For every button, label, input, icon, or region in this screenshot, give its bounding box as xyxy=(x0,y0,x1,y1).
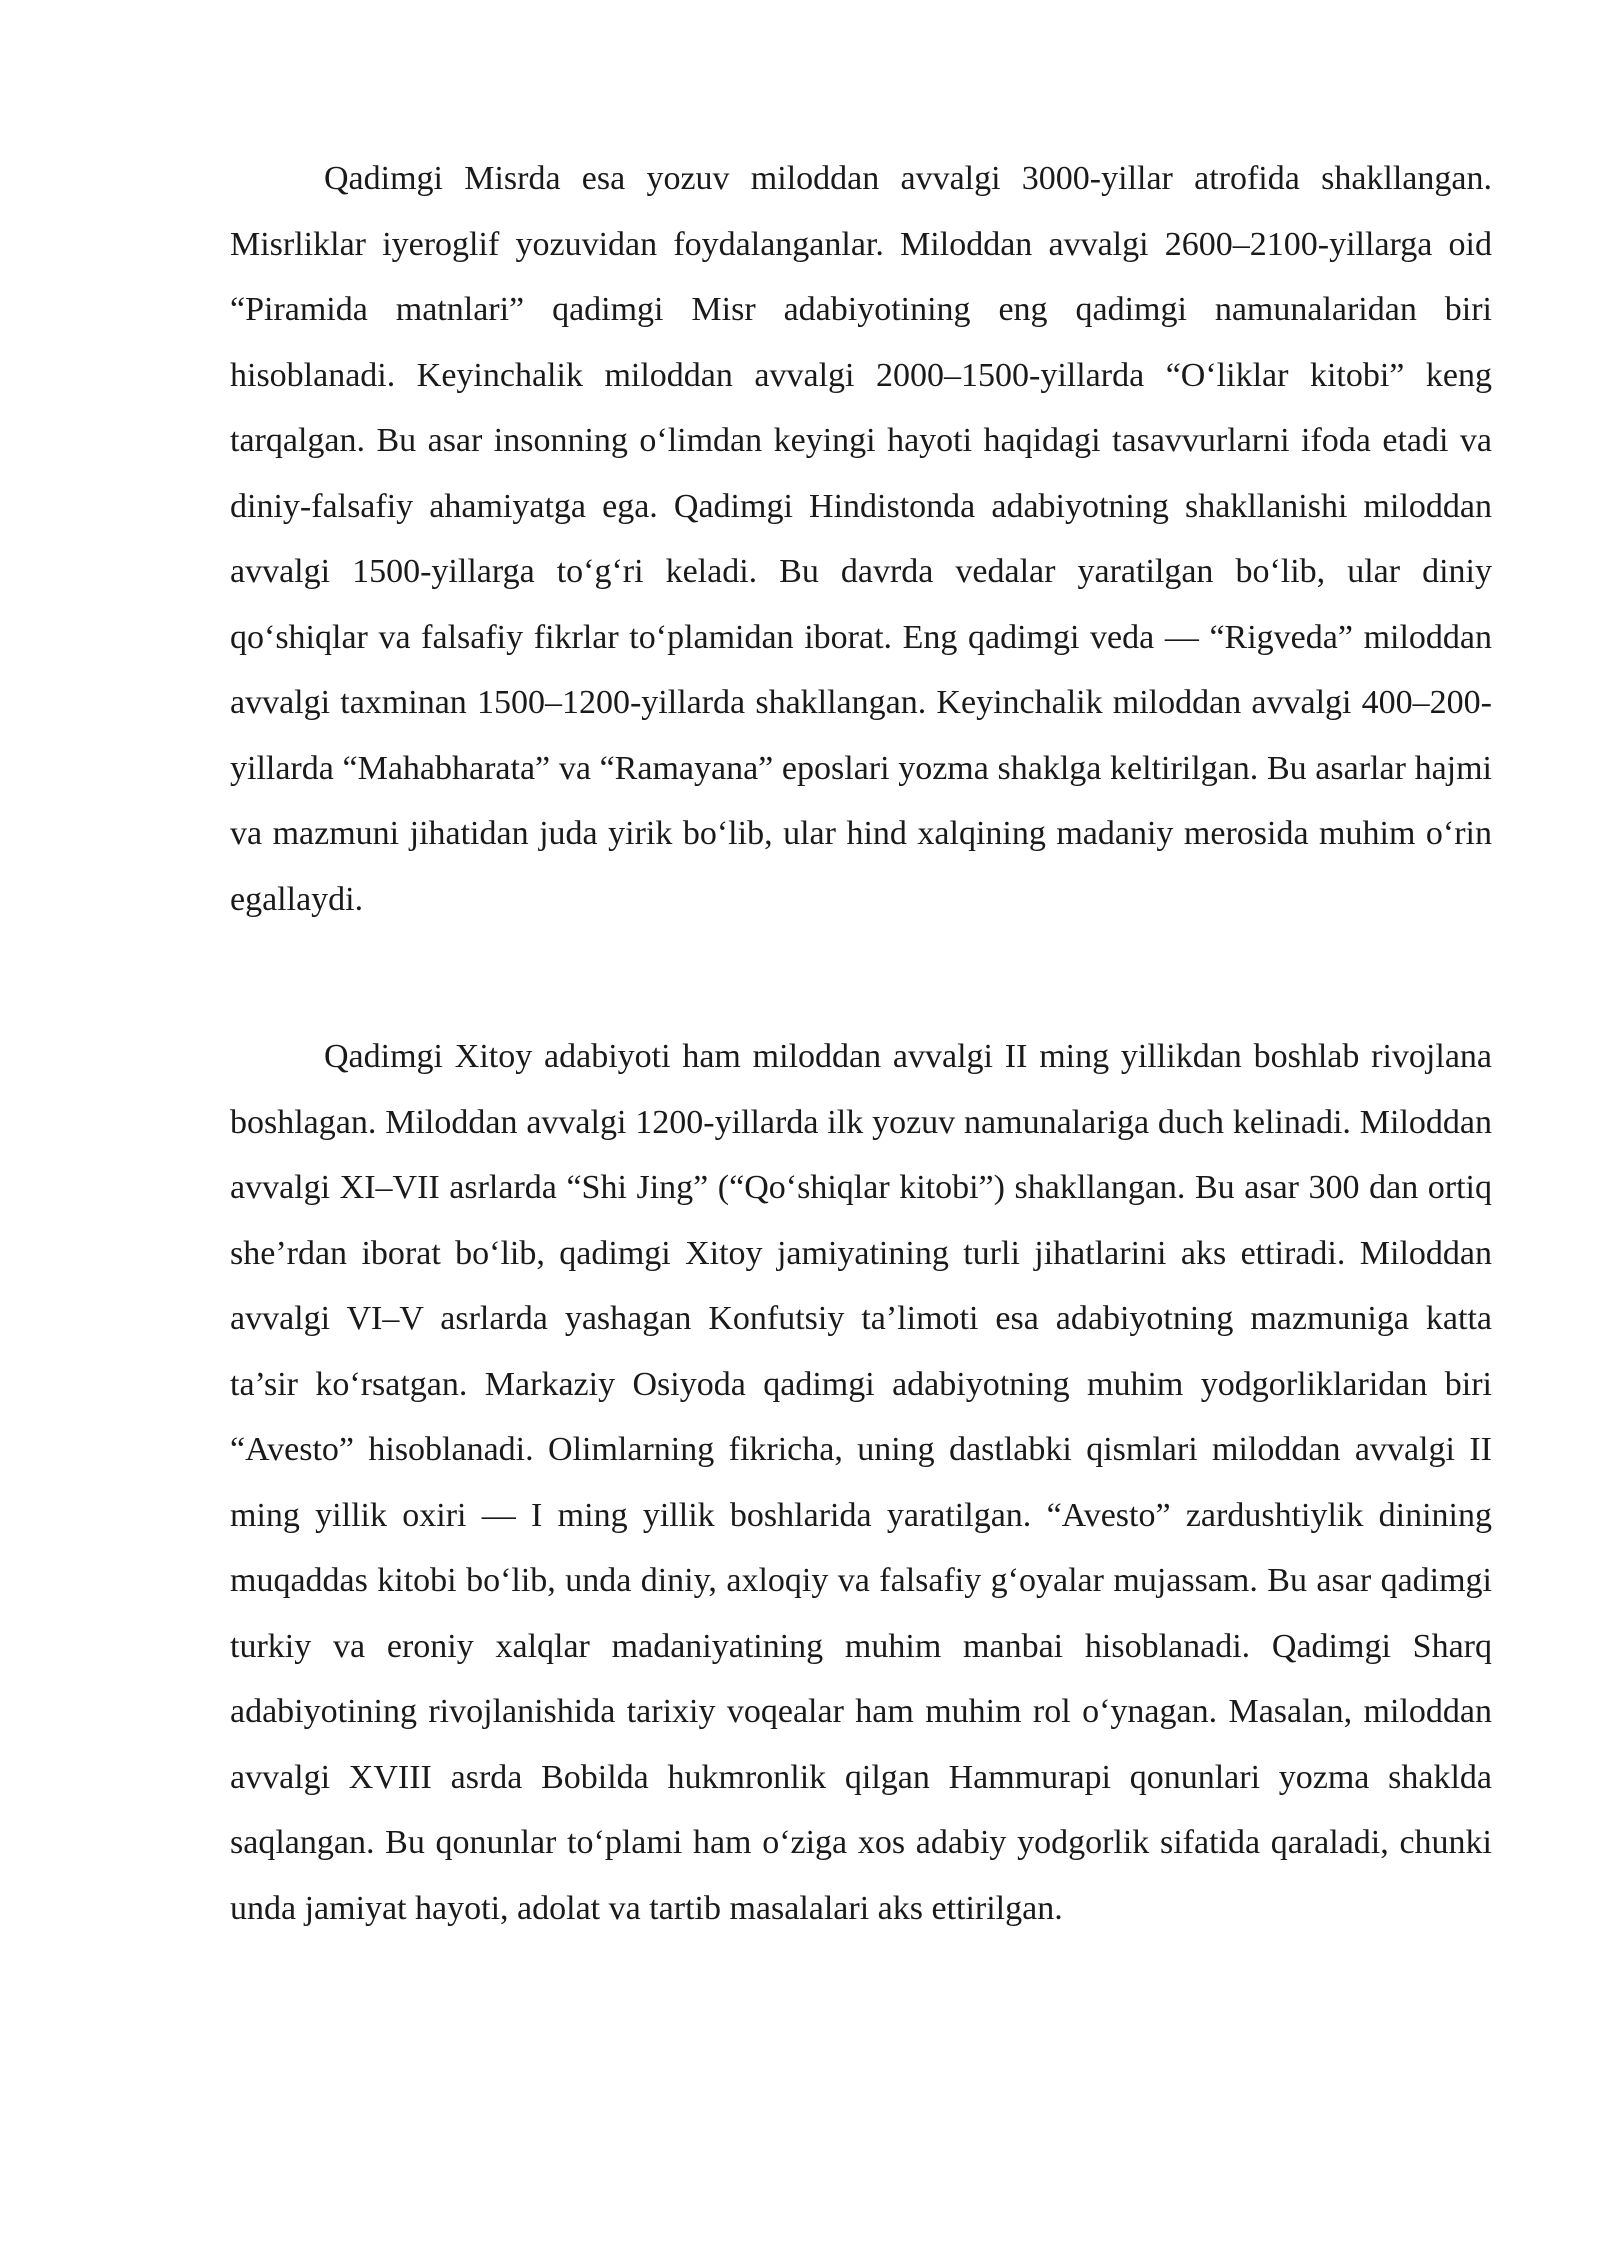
paragraph-text: Qadimgi Xitoy adabiyoti ham miloddan avvalgi II ming yillikdan boshlab rivojlana boshlagan. Miloddan avvalgi 1200-yillarda ilk yozuv namunalariga duch kelinadi. Miloddan avvalgi XI–VII asrlarda “Shi Jing” (“Qo‘shiqlar kitobi”) shakllangan. Bu asar 300 dan ortiq she’rdan iborat bo‘lib, qadimgi Xitoy jamiyatining turli jihatlarini aks ettiradi. Miloddan avvalgi VI–V asrlarda yashagan Konfutsiy ta’limoti esa adabiyotning mazmuniga katta ta’sir ko‘rsatgan. Markaziy Osiyoda qadimgi adabiyotning muhim yodgorliklaridan biri “Avesto” hisoblanadi. Olimlarning fikricha, uning dastlabki qismlari miloddan avvalgi II ming yillik oxiri — I ming yillik boshlarida yaratilgan. “Avesto” zardushtiylik dinining muqaddas kitobi bo‘lib, unda diniy, axloqiy va falsafiy g‘oyalar mujassam. Bu asar qadimgi turkiy va eroniy xalqlar madaniyatining muhim manbai hisoblanadi. Qadimgi Sharq adabiyotining rivojlanishida tarixiy voqealar ham muhim rol o‘ynagan. Masalan, miloddan avvalgi XVIII asrda Bobilda hukmronlik qilgan Hammurapi qonunlari yozma shaklda saqlangan. Bu qonunlar to‘plami ham o‘ziga xos adabiy yodgorlik sifatida qaraladi, chunki unda jamiyat hayoti, adolat va tartib masalalari aks ettirilgan. xyxy=(230,1038,1492,1927)
paragraph-egypt-india xyxy=(230,146,1492,932)
paragraph-text: Qadimgi Misrda esa yozuv miloddan avvalgi 3000-yillar atrofida shakllangan. Misrliklar iyeroglif yozuvidan foydalanganlar. Miloddan avvalgi 2600–2100-yillarga oid “Piramida matnlari” qadimgi Misr adabiyotining eng qadimgi namunalaridan biri hisoblanadi. Keyinchalik miloddan avvalgi 2000–1500-yillarda “O‘liklar kitobi” keng tarqalgan. Bu asar insonning o‘limdan keyingi hayoti haqidagi tasavvurlarni ifoda etadi va diniy-falsafiy ahamiyatga ega. Qadimgi Hindistonda adabiyotning shakllanishi miloddan avvalgi 1500-yillarga to‘g‘ri keladi. Bu davrda vedalar yaratilgan bo‘lib, ular diniy qo‘shiqlar va falsafiy fikrlar to‘plamidan iborat. Eng qadimgi veda — “Rigveda” miloddan avvalgi taxminan 1500–1200-yillarda shakllangan. Keyinchalik miloddan avvalgi 400–200-yillarda “Mahabharata” va “Ramayana” eposlari yozma shaklga keltirilgan. Bu asarlar hajmi va mazmuni jihatidan juda yirik bo‘lib, ular hind xalqining madaniy merosida muhim o‘rin egallaydi. xyxy=(230,160,1492,918)
paragraph-china-avesto xyxy=(230,1024,1492,1941)
